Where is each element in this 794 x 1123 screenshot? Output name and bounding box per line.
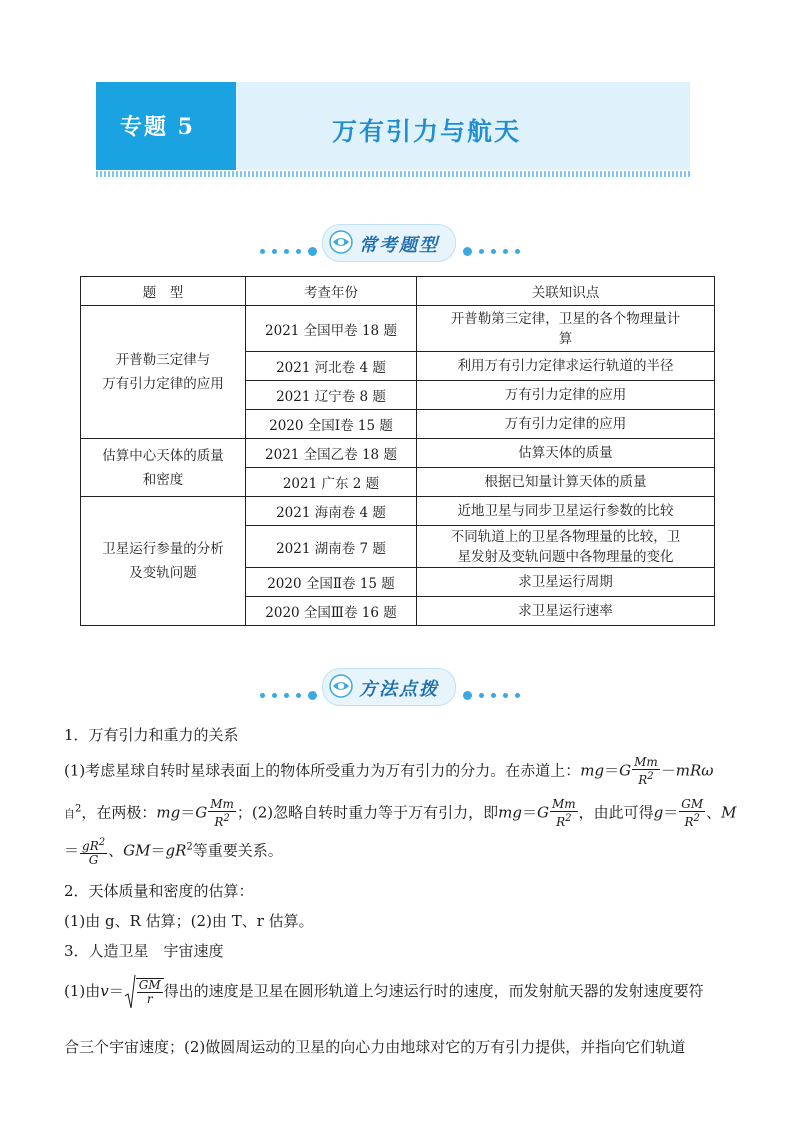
formula-equator: mg [580, 761, 605, 780]
knowledge-cell: 求卫星运行周期 [417, 568, 715, 597]
decorative-dots-left [260, 692, 317, 698]
knowledge-cell: 万有引力定律的应用 [417, 381, 715, 410]
paragraph-line: (1)考虑星球自转时星球表面上的物体所受重力为万有引力的分力。在赤道上：mg＝G $\frac{Mm}{R^2}$ －mRω [64, 755, 714, 787]
decorative-dots-left [260, 248, 317, 254]
section-pill [322, 668, 456, 706]
year-cell: 2021 广东 2 题 [246, 468, 417, 497]
year-cell: 2020 全国Ⅰ卷 15 题 [246, 410, 417, 439]
paragraph-line: 合三个宇宙速度；(2)做圆周运动的卫星的向心力由地球对它的万有引力提供，并指向它们轨道 [64, 1038, 686, 1056]
chapter-title: 万有引力与航天 [332, 117, 522, 146]
decorative-dots-right [463, 692, 520, 698]
paragraph-line: (1)由v＝ $\frac{GM}{r}$ 得出的速度是卫星在圆形轨道上匀速运行时的速度，而发射航天器的发射速度要符 [64, 974, 704, 1010]
table-row [81, 497, 715, 526]
paragraph-line: 自$^2$，在两极：mg＝G $\frac{Mm}{R^2}$ ；(2)忽略自转时重力等于万有引力，即mg＝G $\frac{Mm}{R^2}$ ，由此可得g＝ $\frac{GM}{R^2}$ 、M [64, 797, 737, 829]
section-header-method-tips [260, 668, 520, 708]
chapter-banner [96, 82, 690, 170]
paragraph-line: (1)由 g、R 估算；(2)由 T、r 估算。 [64, 912, 314, 930]
fraction-gr2-g: $\frac{gR^2}{G}$ [82, 837, 106, 867]
section-title: 方法点拨 [359, 679, 439, 700]
fraction-mm-r2: $\frac{Mm}{R^2}$ [634, 755, 658, 787]
type-cell: 开普勒三定律与 万有引力定律的应用 [81, 306, 246, 439]
type-cell: 估算中心天体的质量 和密度 [81, 439, 246, 497]
header-cell-type: 题 型 [81, 277, 246, 306]
knowledge-cell: 利用万有引力定律求运行轨道的半径 [417, 352, 715, 381]
sqrt-gm-r: $\frac{GM}{r}$ [124, 974, 164, 1010]
table-header-row [81, 277, 715, 306]
knowledge-cell: 估算天体的质量 [417, 439, 715, 468]
eye-icon [329, 230, 353, 254]
banner-divider [96, 171, 690, 177]
header-cell-year: 考查年份 [246, 277, 417, 306]
year-cell: 2020 全国Ⅱ卷 15 题 [246, 568, 417, 597]
exam-topics-table [80, 276, 715, 626]
year-cell: 2021 湖南卷 7 题 [246, 526, 417, 568]
knowledge-cell: 根据已知量计算天体的质量 [417, 468, 715, 497]
year-cell: 2021 全国甲卷 18 题 [246, 306, 417, 352]
year-cell: 2021 全国乙卷 18 题 [246, 439, 417, 468]
section-header-common-types [260, 224, 520, 264]
section-title: 常考题型 [359, 235, 439, 256]
fraction-mm-r2: $\frac{Mm}{R^2}$ [551, 797, 576, 829]
decorative-dots-right [463, 248, 520, 254]
heading-mass-density: 2．天体质量和密度的估算： [64, 882, 254, 900]
knowledge-cell: 开普勒第三定律，卫星的各个物理量计 算 [417, 306, 715, 352]
section-pill [322, 224, 456, 262]
eye-icon [329, 674, 353, 698]
year-cell: 2020 全国Ⅲ卷 16 题 [246, 597, 417, 626]
year-cell: 2021 辽宁卷 8 题 [246, 381, 417, 410]
chapter-number: 专题 5 [120, 114, 195, 140]
heading-satellite-cosmic-velocity: 3．人造卫星 宇宙速度 [64, 942, 224, 960]
fraction-mm-r2: $\frac{Mm}{R^2}$ [210, 797, 234, 829]
knowledge-cell: 万有引力定律的应用 [417, 410, 715, 439]
fraction-gm-r2: $\frac{GM}{R^2}$ [681, 797, 704, 829]
heading-gravity-weight: 1．万有引力和重力的关系 [64, 726, 239, 744]
chapter-tag [96, 82, 236, 170]
knowledge-cell: 不同轨道上的卫星各物理量的比较，卫 星发射及变轨问题中各物理量的变化 [417, 526, 715, 568]
header-cell-points: 关联知识点 [417, 277, 715, 306]
year-cell: 2021 海南卷 4 题 [246, 497, 417, 526]
type-cell: 卫星运行参量的分析 及变轨问题 [81, 497, 246, 626]
knowledge-cell: 求卫星运行速率 [417, 597, 715, 626]
paragraph-line: ＝ $\frac{gR^2}{G}$ 、$GM=gR^2$等重要关系。 [64, 837, 283, 867]
year-cell: 2021 河北卷 4 题 [246, 352, 417, 381]
table-row [81, 306, 715, 352]
knowledge-cell: 近地卫星与同步卫星运行参数的比较 [417, 497, 715, 526]
table-row [81, 439, 715, 468]
